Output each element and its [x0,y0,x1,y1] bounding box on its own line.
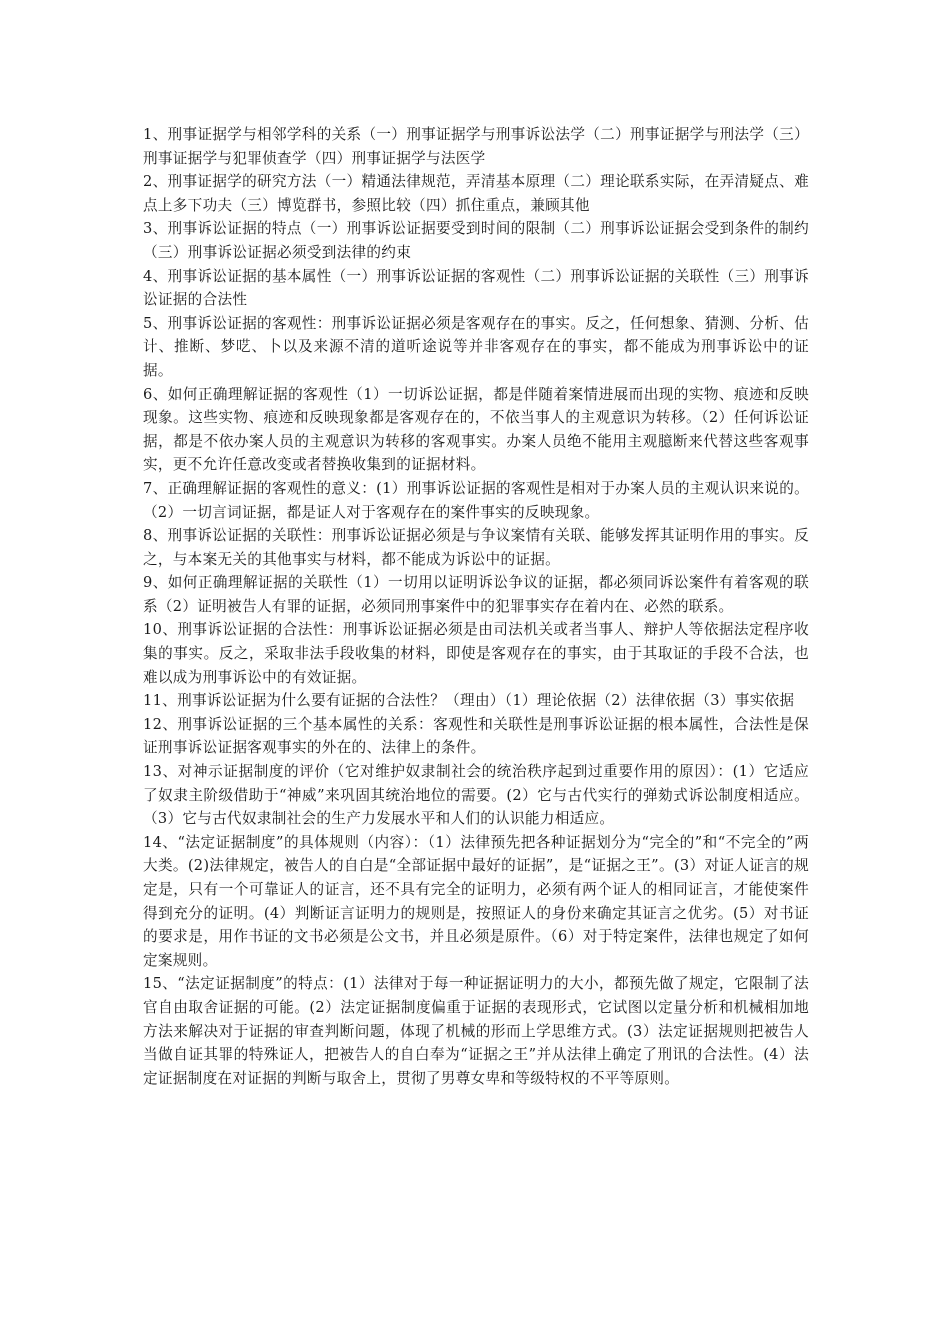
paragraph-10: 10、刑事诉讼证据的合法性：刑事诉讼证据必须是由司法机关或者当事人、辩护人等依据法定程序收集的事实。反之，采取非法手段收集的材料，即使是客观存在的事实，由于其取证的手段不合法，也难以成为刑事诉讼中的有效证据。 [143,621,809,686]
paragraph-15: 15、“法定证据制度”的特点：(1）法律对于每一种证据证明力的大小，都预先做了规定，它限制了法官自由取舍证据的可能。(2）法定证据制度偏重于证据的表现形式，它试图以定量分析和机械相加地方法来解决对于证据的审查判断问题，体现了机械的形而上学思维方式。(3）法定证据规则把被告人当做自证其罪的特殊证人，把被告人的自白奉为“证据之王”并从法律上确定了刑讯的合法性。(4）法定证据制度在对证据的判断与取舍上，贯彻了男尊女卑和等级特权的不平等原则。 [143,975,809,1087]
paragraph-3: 3、刑事诉讼证据的特点（一）刑事诉讼证据要受到时间的限制（二）刑事诉讼证据会受到条件的制约（三）刑事诉讼证据必须受到法律的约束 [143,220,809,261]
paragraph-1: 1、刑事证据学与相邻学科的关系（一）刑事证据学与刑事诉讼法学（二）刑事证据学与刑法学（三）刑事证据学与犯罪侦查学（四）刑事证据学与法医学 [143,126,809,167]
document-body [143,123,809,1090]
paragraph-6: 6、如何正确理解证据的客观性（1）一切诉讼证据，都是伴随着案情进展而出现的实物、痕迹和反映现象。这些实物、痕迹和反映现象都是客观存在的，不依当事人的主观意识为转移。（2）任何诉讼证据，都是不依办案人员的主观意识为转移的客观事实。办案人员绝不能用主观臆断来代替这些客观事实，更不允许任意改变或者替换收集到的证据材料。 [143,385,809,474]
paragraph-11: 11、刑事诉讼证据为什么要有证据的合法性？（理由）（1）理论依据（2）法律依据（3）事实依据 [143,692,795,710]
paragraph-2: 2、刑事证据学的研究方法（一）精通法律规范，弄清基本原理（二）理论联系实际，在弄清疑点、难点上多下功夫（三）博览群书，参照比较（四）抓住重点，兼顾其他 [143,173,809,214]
paragraph-12: 12、刑事诉讼证据的三个基本属性的关系：客观性和关联性是刑事诉讼证据的根本属性，合法性是保证刑事诉讼证据客观事实的外在的、法律上的条件。 [143,715,809,757]
paragraph-4: 4、刑事诉讼证据的基本属性（一）刑事诉讼证据的客观性（二）刑事诉讼证据的关联性（三）刑事诉讼证据的合法性 [143,267,809,309]
paragraph-7: 7、正确理解证据的客观性的意义：(1）刑事诉讼证据的客观性是相对于办案人员的主观认识来说的。（2）一切言词证据，都是证人对于客观存在的案件事实的反映现象。 [143,479,809,521]
paragraph-14: 14、“法定证据制度”的具体规则（内容）：（1）法律预先把各种证据划分为“完全的”和“不完全的”两大类。(2)法律规定，被告人的自白是“全部证据中最好的证据”，是“证据之王”。(3）对证人证言的规定是，只有一个可靠证人的证言，还不具有完全的证明力，必须有两个证人的相同证言，才能使案件得到充分的证明。(4）判断证言证明力的规则是，按照证人的身份来确定其证言之优劣。(5）对书证的要求是，用作书证的文书必须是公文书，并且必须是原件。（6）对于特定案件，法律也规定了如何定案规则。 [143,833,809,969]
paragraph-9: 9、如何正确理解证据的关联性（1）一切用以证明诉讼争议的证据，都必须同诉讼案件有着客观的联系（2）证明被告人有罪的证据，必须同刑事案件中的犯罪事实存在着内在、必然的联系。 [143,574,809,615]
paragraph-13: 13、对神示证据制度的评价（它对维护奴隶制社会的统治秩序起到过重要作用的原因）：(1）它适应了奴隶主阶级借助于“神威”来巩固其统治地位的需要。(2）它与古代实行的弹劾式诉讼制度相适应。（3）它与古代奴隶制社会的生产力发展水平和人们的认识能力相适应。 [143,763,809,828]
paragraph-8: 8、刑事诉讼证据的关联性：刑事诉讼证据必须是与争议案情有关联、能够发挥其证明作用的事实。反之，与本案无关的其他事实与材料，都不能成为诉讼中的证据。 [143,527,809,568]
paragraph-5: 5、刑事诉讼证据的客观性：刑事诉讼证据必须是客观存在的事实。反之，任何想象、猜测、分析、估计、推断、梦呓、卜以及来源不清的道听途说等并非客观存在的事实，都不能成为刑事诉讼中的证据。 [143,314,809,379]
